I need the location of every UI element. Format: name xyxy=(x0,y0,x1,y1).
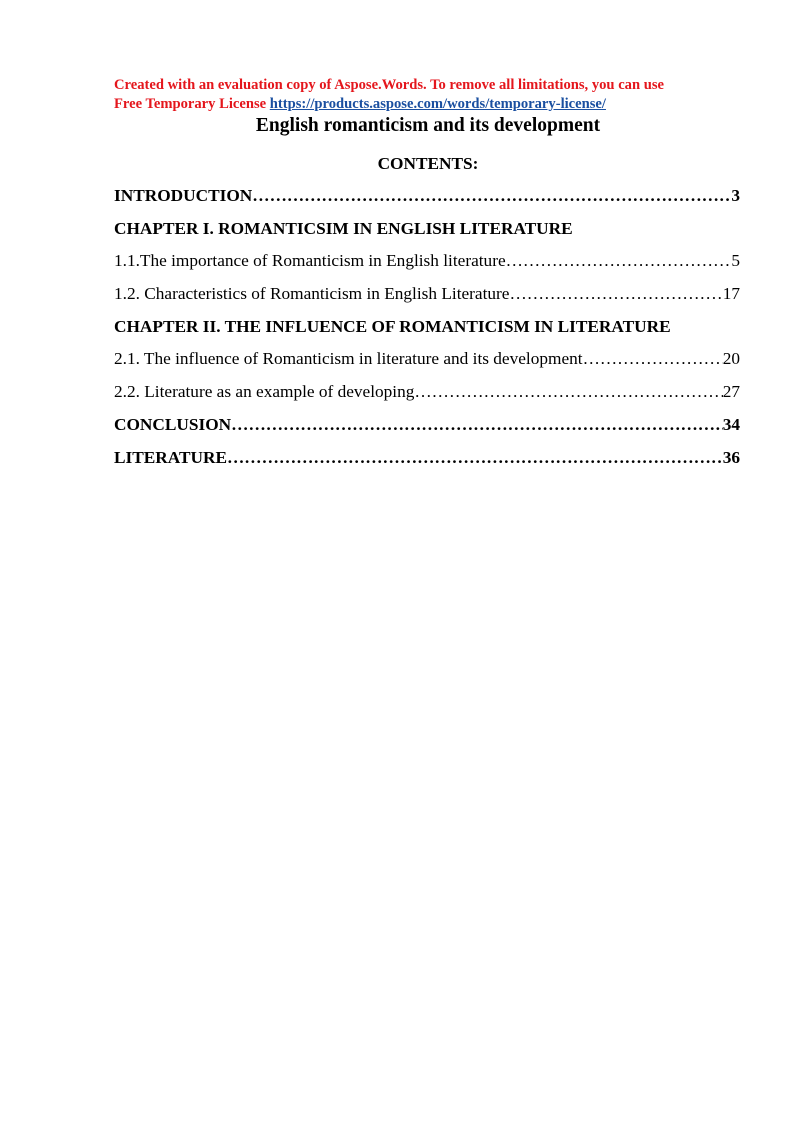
toc-entry-chapter-1[interactable] xyxy=(114,217,740,250)
toc-page-number: 17 xyxy=(722,284,740,304)
toc-entry-label: CHAPTER I. ROMANTICSIM IN ENGLISH LITERATURE xyxy=(114,218,573,238)
toc-entry-1-1[interactable] xyxy=(114,249,740,282)
toc-leader-dots xyxy=(252,184,731,208)
toc-page-number: 27 xyxy=(722,382,740,402)
toc-entry-introduction[interactable] xyxy=(114,184,740,217)
toc-page-number: 20 xyxy=(722,349,740,369)
toc-entry-label: 1.2. Characteristics of Romanticism in English Literature xyxy=(114,284,510,304)
temporary-license-link[interactable]: https://products.aspose.com/words/temporary-license/ xyxy=(269,96,606,112)
toc-entry-label: 2.2. Literature as an example of developing xyxy=(114,382,415,402)
toc-entry-1-2[interactable] xyxy=(114,282,740,315)
toc-entry-label: 1.1.The importance of Romanticism in English literature xyxy=(114,251,506,271)
toc-leader-dots xyxy=(227,446,723,470)
toc-entry-literature[interactable] xyxy=(114,446,740,479)
toc-entry-2-2[interactable] xyxy=(114,380,740,413)
toc-leader-dots xyxy=(583,347,723,371)
toc-entry-label: INTRODUCTION xyxy=(114,186,253,205)
evaluation-notice-prefix: Free Temporary License xyxy=(114,96,270,112)
toc-entry-2-1[interactable] xyxy=(114,347,740,380)
toc-page-number: 3 xyxy=(731,186,740,205)
table-of-contents xyxy=(114,184,740,478)
toc-leader-dots xyxy=(231,413,723,437)
toc-entry-conclusion[interactable] xyxy=(114,413,740,446)
toc-entry-label: 2.1. The influence of Romanticism in literature and its development xyxy=(114,349,583,369)
toc-leader-dots xyxy=(506,249,732,273)
toc-leader-dots xyxy=(509,282,722,306)
toc-entry-label: CHAPTER II. THE INFLUENCE OF ROMANTICISM IN LITERATURE xyxy=(114,316,671,336)
evaluation-notice-line1: Created with an evaluation copy of Aspose.Words. To remove all limitations, you can use xyxy=(114,77,665,93)
toc-page-number: 36 xyxy=(722,447,740,467)
toc-entry-label: CONCLUSION xyxy=(114,414,232,434)
toc-entry-label: LITERATURE xyxy=(114,447,227,467)
contents-heading: CONTENTS: xyxy=(377,154,479,173)
evaluation-notice-line2 xyxy=(114,95,754,114)
toc-entry-chapter-2[interactable] xyxy=(114,315,740,348)
toc-page-number: 34 xyxy=(722,414,740,434)
document-title: English romanticism and its development xyxy=(255,115,601,136)
toc-page-number: 5 xyxy=(731,251,740,271)
toc-leader-dots xyxy=(414,380,722,404)
evaluation-notice xyxy=(114,76,754,114)
